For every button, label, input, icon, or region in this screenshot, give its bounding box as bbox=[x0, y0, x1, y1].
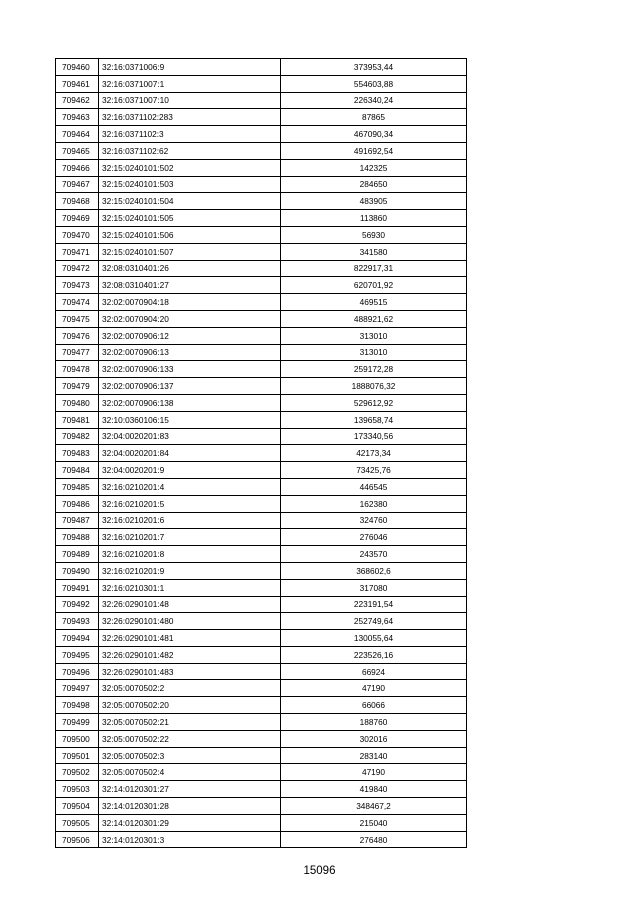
row-id-cell: 709474 bbox=[56, 294, 99, 311]
value-cell: 348467,2 bbox=[281, 798, 467, 815]
row-id-cell: 709484 bbox=[56, 462, 99, 479]
cadastral-number-cell: 32:02:0070906:133 bbox=[99, 361, 281, 378]
value-cell: 483905 bbox=[281, 193, 467, 210]
value-cell: 173340,56 bbox=[281, 428, 467, 445]
cadastral-number-cell: 32:14:0120301:3 bbox=[99, 831, 281, 848]
value-cell: 259172,28 bbox=[281, 361, 467, 378]
row-id-cell: 709483 bbox=[56, 445, 99, 462]
row-id-cell: 709469 bbox=[56, 210, 99, 227]
cadastral-number-cell: 32:08:0310401:27 bbox=[99, 277, 281, 294]
cadastral-number-cell: 32:04:0020201:9 bbox=[99, 462, 281, 479]
cadastral-value-table bbox=[55, 58, 467, 848]
value-cell: 113860 bbox=[281, 210, 467, 227]
table-row bbox=[56, 546, 467, 563]
row-id-cell: 709490 bbox=[56, 562, 99, 579]
value-cell: 215040 bbox=[281, 814, 467, 831]
value-cell: 313010 bbox=[281, 327, 467, 344]
table-row bbox=[56, 411, 467, 428]
cadastral-number-cell: 32:15:0240101:504 bbox=[99, 193, 281, 210]
cadastral-number-cell: 32:26:0290101:482 bbox=[99, 646, 281, 663]
value-cell: 66066 bbox=[281, 697, 467, 714]
table-row bbox=[56, 596, 467, 613]
table-row bbox=[56, 462, 467, 479]
value-cell: 226340,24 bbox=[281, 92, 467, 109]
value-cell: 47190 bbox=[281, 764, 467, 781]
table-row bbox=[56, 92, 467, 109]
cadastral-number-cell: 32:05:0070502:22 bbox=[99, 730, 281, 747]
row-id-cell: 709466 bbox=[56, 159, 99, 176]
row-id-cell: 709506 bbox=[56, 831, 99, 848]
cadastral-number-cell: 32:10:0360106:15 bbox=[99, 411, 281, 428]
cadastral-number-cell: 32:04:0020201:83 bbox=[99, 428, 281, 445]
cadastral-number-cell: 32:16:0371007:10 bbox=[99, 92, 281, 109]
value-cell: 469515 bbox=[281, 294, 467, 311]
cadastral-number-cell: 32:15:0240101:506 bbox=[99, 226, 281, 243]
table-row bbox=[56, 512, 467, 529]
table-row bbox=[56, 109, 467, 126]
value-cell: 419840 bbox=[281, 781, 467, 798]
cadastral-number-cell: 32:16:0371006:9 bbox=[99, 59, 281, 76]
table-row bbox=[56, 361, 467, 378]
table-row bbox=[56, 310, 467, 327]
value-cell: 1888076,32 bbox=[281, 378, 467, 395]
table-row bbox=[56, 344, 467, 361]
row-id-cell: 709486 bbox=[56, 495, 99, 512]
value-cell: 446545 bbox=[281, 478, 467, 495]
value-cell: 529612,92 bbox=[281, 394, 467, 411]
table-row bbox=[56, 142, 467, 159]
cadastral-number-cell: 32:02:0070906:12 bbox=[99, 327, 281, 344]
row-id-cell: 709499 bbox=[56, 714, 99, 731]
value-cell: 66924 bbox=[281, 663, 467, 680]
table-row bbox=[56, 193, 467, 210]
cadastral-number-cell: 32:16:0210201:6 bbox=[99, 512, 281, 529]
row-id-cell: 709488 bbox=[56, 529, 99, 546]
cadastral-number-cell: 32:05:0070502:20 bbox=[99, 697, 281, 714]
row-id-cell: 709472 bbox=[56, 260, 99, 277]
cadastral-number-cell: 32:16:0210201:9 bbox=[99, 562, 281, 579]
table-row bbox=[56, 747, 467, 764]
cadastral-number-cell: 32:02:0070906:137 bbox=[99, 378, 281, 395]
value-cell: 223526,16 bbox=[281, 646, 467, 663]
cadastral-number-cell: 32:26:0290101:481 bbox=[99, 630, 281, 647]
value-cell: 283140 bbox=[281, 747, 467, 764]
value-cell: 142325 bbox=[281, 159, 467, 176]
table-row bbox=[56, 798, 467, 815]
row-id-cell: 709498 bbox=[56, 697, 99, 714]
table-row bbox=[56, 613, 467, 630]
table-row bbox=[56, 243, 467, 260]
row-id-cell: 709505 bbox=[56, 814, 99, 831]
value-cell: 42173,34 bbox=[281, 445, 467, 462]
value-cell: 373953,44 bbox=[281, 59, 467, 76]
table-row bbox=[56, 680, 467, 697]
row-id-cell: 709492 bbox=[56, 596, 99, 613]
value-cell: 284650 bbox=[281, 176, 467, 193]
row-id-cell: 709491 bbox=[56, 579, 99, 596]
cadastral-number-cell: 32:16:0371102:283 bbox=[99, 109, 281, 126]
table-body bbox=[56, 59, 467, 848]
row-id-cell: 709502 bbox=[56, 764, 99, 781]
cadastral-number-cell: 32:14:0120301:29 bbox=[99, 814, 281, 831]
value-cell: 276046 bbox=[281, 529, 467, 546]
table-row bbox=[56, 226, 467, 243]
row-id-cell: 709503 bbox=[56, 781, 99, 798]
value-cell: 276480 bbox=[281, 831, 467, 848]
table-row bbox=[56, 730, 467, 747]
row-id-cell: 709493 bbox=[56, 613, 99, 630]
value-cell: 139658,74 bbox=[281, 411, 467, 428]
table-row bbox=[56, 562, 467, 579]
table-row bbox=[56, 714, 467, 731]
value-cell: 488921,62 bbox=[281, 310, 467, 327]
cadastral-number-cell: 32:05:0070502:21 bbox=[99, 714, 281, 731]
row-id-cell: 709468 bbox=[56, 193, 99, 210]
row-id-cell: 709480 bbox=[56, 394, 99, 411]
cadastral-number-cell: 32:26:0290101:483 bbox=[99, 663, 281, 680]
cadastral-number-cell: 32:05:0070502:2 bbox=[99, 680, 281, 697]
cadastral-number-cell: 32:02:0070904:20 bbox=[99, 310, 281, 327]
value-cell: 822917,31 bbox=[281, 260, 467, 277]
cadastral-number-cell: 32:26:0290101:480 bbox=[99, 613, 281, 630]
row-id-cell: 709487 bbox=[56, 512, 99, 529]
value-cell: 491692,54 bbox=[281, 142, 467, 159]
table-row bbox=[56, 126, 467, 143]
row-id-cell: 709501 bbox=[56, 747, 99, 764]
table-row bbox=[56, 764, 467, 781]
table-row bbox=[56, 394, 467, 411]
cadastral-number-cell: 32:16:0371007:1 bbox=[99, 75, 281, 92]
value-cell: 252749,64 bbox=[281, 613, 467, 630]
table-row bbox=[56, 579, 467, 596]
cadastral-number-cell: 32:04:0020201:84 bbox=[99, 445, 281, 462]
cadastral-number-cell: 32:16:0210201:7 bbox=[99, 529, 281, 546]
row-id-cell: 709495 bbox=[56, 646, 99, 663]
row-id-cell: 709470 bbox=[56, 226, 99, 243]
row-id-cell: 709477 bbox=[56, 344, 99, 361]
value-cell: 341580 bbox=[281, 243, 467, 260]
value-cell: 368602,6 bbox=[281, 562, 467, 579]
table-row bbox=[56, 277, 467, 294]
table-row bbox=[56, 59, 467, 76]
table-row bbox=[56, 697, 467, 714]
value-cell: 73425,76 bbox=[281, 462, 467, 479]
row-id-cell: 709494 bbox=[56, 630, 99, 647]
row-id-cell: 709497 bbox=[56, 680, 99, 697]
cadastral-number-cell: 32:15:0240101:507 bbox=[99, 243, 281, 260]
value-cell: 223191,54 bbox=[281, 596, 467, 613]
value-cell: 188760 bbox=[281, 714, 467, 731]
value-cell: 467090,34 bbox=[281, 126, 467, 143]
value-cell: 620701,92 bbox=[281, 277, 467, 294]
value-cell: 130055,64 bbox=[281, 630, 467, 647]
table-row bbox=[56, 260, 467, 277]
cadastral-number-cell: 32:16:0371102:3 bbox=[99, 126, 281, 143]
row-id-cell: 709464 bbox=[56, 126, 99, 143]
value-cell: 313010 bbox=[281, 344, 467, 361]
table-row bbox=[56, 210, 467, 227]
row-id-cell: 709489 bbox=[56, 546, 99, 563]
row-id-cell: 709467 bbox=[56, 176, 99, 193]
table-row bbox=[56, 327, 467, 344]
row-id-cell: 709476 bbox=[56, 327, 99, 344]
row-id-cell: 709500 bbox=[56, 730, 99, 747]
value-cell: 324760 bbox=[281, 512, 467, 529]
table-row bbox=[56, 478, 467, 495]
row-id-cell: 709504 bbox=[56, 798, 99, 815]
cadastral-number-cell: 32:16:0210201:5 bbox=[99, 495, 281, 512]
value-cell: 47190 bbox=[281, 680, 467, 697]
cadastral-number-cell: 32:16:0371102:62 bbox=[99, 142, 281, 159]
row-id-cell: 709460 bbox=[56, 59, 99, 76]
cadastral-number-cell: 32:15:0240101:503 bbox=[99, 176, 281, 193]
value-cell: 554603,88 bbox=[281, 75, 467, 92]
row-id-cell: 709473 bbox=[56, 277, 99, 294]
table-row bbox=[56, 176, 467, 193]
row-id-cell: 709475 bbox=[56, 310, 99, 327]
cadastral-number-cell: 32:16:0210201:4 bbox=[99, 478, 281, 495]
table-row bbox=[56, 831, 467, 848]
value-cell: 243570 bbox=[281, 546, 467, 563]
table-row bbox=[56, 428, 467, 445]
page-number: 15096 bbox=[303, 865, 336, 877]
table-row bbox=[56, 781, 467, 798]
cadastral-number-cell: 32:14:0120301:28 bbox=[99, 798, 281, 815]
table-row bbox=[56, 495, 467, 512]
row-id-cell: 709479 bbox=[56, 378, 99, 395]
table-row bbox=[56, 294, 467, 311]
value-cell: 162380 bbox=[281, 495, 467, 512]
cadastral-number-cell: 32:16:0210201:8 bbox=[99, 546, 281, 563]
row-id-cell: 709482 bbox=[56, 428, 99, 445]
cadastral-number-cell: 32:15:0240101:505 bbox=[99, 210, 281, 227]
row-id-cell: 709463 bbox=[56, 109, 99, 126]
row-id-cell: 709496 bbox=[56, 663, 99, 680]
value-cell: 317080 bbox=[281, 579, 467, 596]
row-id-cell: 709485 bbox=[56, 478, 99, 495]
value-cell: 302016 bbox=[281, 730, 467, 747]
table-row bbox=[56, 159, 467, 176]
row-id-cell: 709481 bbox=[56, 411, 99, 428]
cadastral-number-cell: 32:02:0070906:138 bbox=[99, 394, 281, 411]
cadastral-number-cell: 32:02:0070904:18 bbox=[99, 294, 281, 311]
cadastral-number-cell: 32:08:0310401:26 bbox=[99, 260, 281, 277]
row-id-cell: 709478 bbox=[56, 361, 99, 378]
row-id-cell: 709462 bbox=[56, 92, 99, 109]
cadastral-number-cell: 32:02:0070906:13 bbox=[99, 344, 281, 361]
value-cell: 87865 bbox=[281, 109, 467, 126]
cadastral-number-cell: 32:14:0120301:27 bbox=[99, 781, 281, 798]
row-id-cell: 709461 bbox=[56, 75, 99, 92]
table-row bbox=[56, 630, 467, 647]
cadastral-number-cell: 32:05:0070502:4 bbox=[99, 764, 281, 781]
table-row bbox=[56, 529, 467, 546]
table-row bbox=[56, 646, 467, 663]
row-id-cell: 709471 bbox=[56, 243, 99, 260]
value-cell: 56930 bbox=[281, 226, 467, 243]
cadastral-number-cell: 32:26:0290101:48 bbox=[99, 596, 281, 613]
table-row bbox=[56, 75, 467, 92]
cadastral-number-cell: 32:15:0240101:502 bbox=[99, 159, 281, 176]
row-id-cell: 709465 bbox=[56, 142, 99, 159]
cadastral-number-cell: 32:16:0210301:1 bbox=[99, 579, 281, 596]
table-row bbox=[56, 814, 467, 831]
cadastral-number-cell: 32:05:0070502:3 bbox=[99, 747, 281, 764]
table-row bbox=[56, 663, 467, 680]
table-row bbox=[56, 378, 467, 395]
table-row bbox=[56, 445, 467, 462]
